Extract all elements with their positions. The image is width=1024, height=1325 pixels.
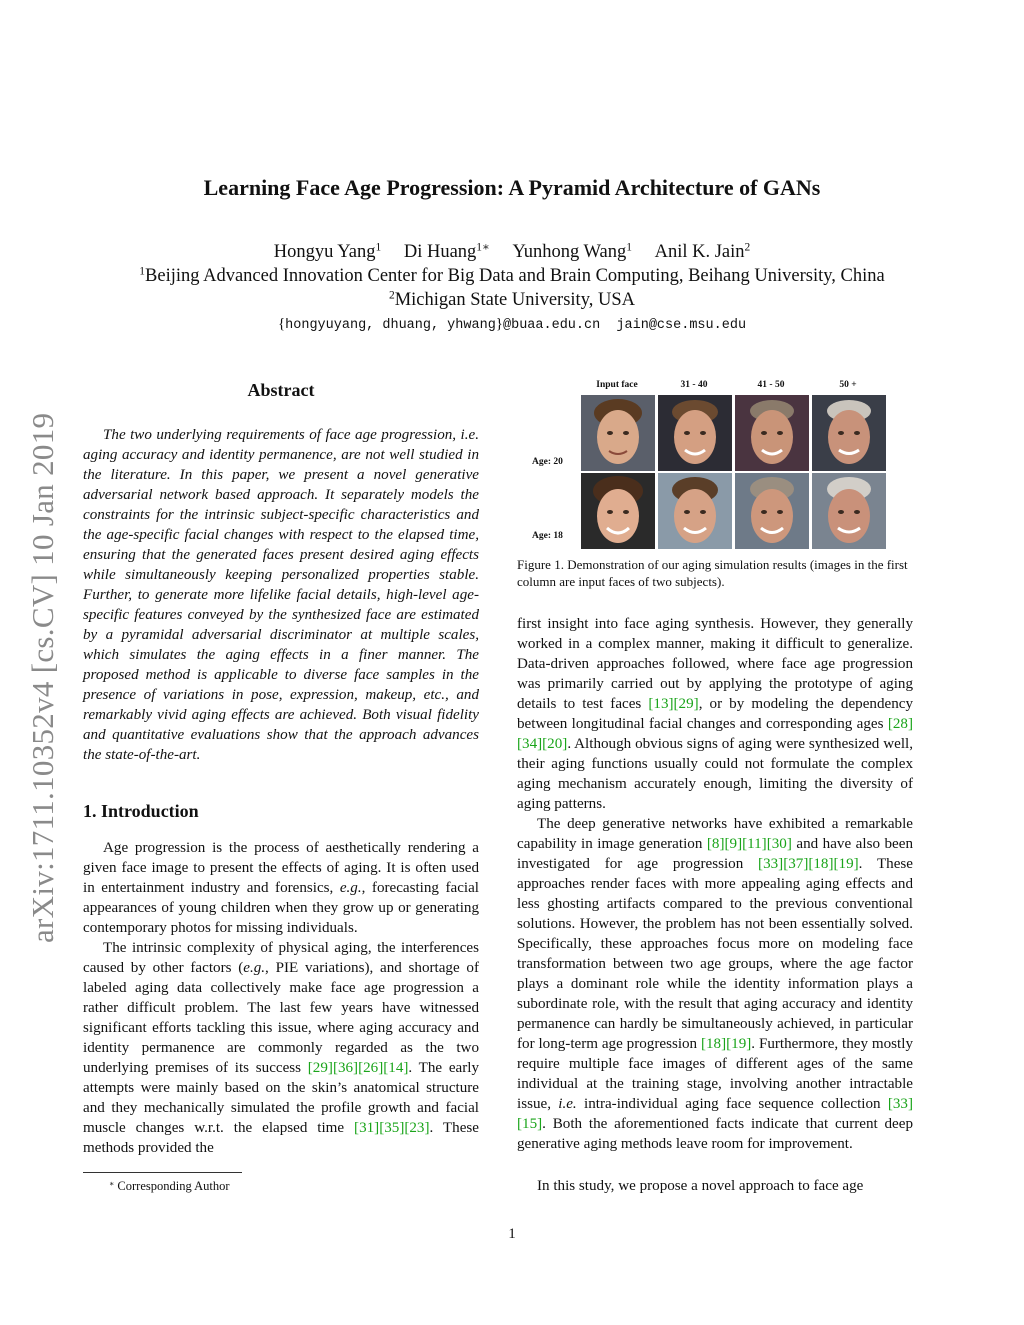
figure-column-header: 41 - 50 <box>757 380 785 390</box>
citation-link[interactable]: [37] <box>783 856 809 872</box>
intro-paragraph: The intrinsic complexity of physical aging, the interferences caused by other factors (e.g., PIE variations), and shortage of labeled aging data collectively make face age progression a rather difficult problem. The last few years have witnessed significant efforts tackling this issue, where aging accuracy and identity permanence are commonly regarded as the two underlying premises of its success [29][36][26][14]. The early attempts were mainly based on the skin’s anatomical structure and they mechanically simulated the profile growth and facial muscle changes w.r.t. the elapsed time [31][35][23]. These methods provided the <box>83 940 479 1156</box>
citation-link[interactable]: [9] <box>724 836 743 852</box>
body-paragraph: The deep generative networks have exhibited a remarkable capability in image generation [8][9][11][30] and have also been investigated for age progression [33][37][18][19]. These approaches render faces with more appealing aging effects and less ghosting artifacts compared to the previous conventional solutions. However, the problem has not been essentially solved. Specifically, these approaches focus more on modeling face transformation between two age groups, where the age factor plays a dominant role while the identity information plays a subordinate role, with the result that aging accuracy and identity permanence can hardly be simultaneously achieved, in particular for long-term age progression [18][19]. Furthermore, they mostly require multiple face images of different ages of the same individual at the training stage, involving another intractable issue, i.e. intra-individual aging face sequence collection [33][15]. Both the aforementioned facts indicate that current deep generative aging methods leave room for improvement. <box>517 816 913 1152</box>
citation-link[interactable]: [30] <box>766 836 792 852</box>
figure-row-label: Age: 20 <box>532 457 563 467</box>
abstract-heading: Abstract <box>247 380 315 400</box>
author: Di Huang$^{1∗}$ <box>403 241 490 262</box>
citation-link[interactable]: [15] <box>517 1116 543 1132</box>
citation-link[interactable]: [18] <box>700 1036 727 1052</box>
page-number: 1 <box>508 1226 516 1242</box>
intro-paragraph: Age progression is the process of aesthetically rendering a given face image to present the effects of aging. It is often used in entertainment industry and forensics, e.g., forecasting facial appearances of young children when they grow up or generating contemporary photos for missing individuals. <box>83 840 479 936</box>
author: Hongyu Yang$^1$ <box>273 241 382 262</box>
abstract-body: The two underlying requirements of face age progression, i.e. aging accuracy and identity permanence, are not well studied in the literature. In this paper, we present a novel generative adversarial network based approach. It separately models the constraints for the intrinsic subject-specific characteristics and the age-specific facial changes with respect to the elapsed time, ensuring that the generated faces present desired aging effects while simultaneously keeping personalized properties stable. Further, to generate more lifelike facial details, high-level age-specific features conveyed by the synthesized face are estimated by a pyramidal adversarial discriminator at multiple scales, which simulates the aging effects in a finer manner. The proposed method is applicable to diverse face samples in the presence of variations in pose, expression, makeup, etc., and remarkably vivid aging effects are achieved. Both visual fidelity and quantitative evaluations show that the approach advances the state-of-the-art. <box>83 427 479 763</box>
citation-link[interactable]: [36] <box>332 1060 359 1076</box>
citation-link[interactable]: [11] <box>742 836 767 852</box>
citation-link[interactable]: [13] <box>648 696 674 712</box>
face-image <box>812 473 886 549</box>
figure-column-header: Input face <box>596 380 638 390</box>
footnote: ∗ Corresponding Author <box>109 1178 230 1193</box>
citation-link[interactable]: [14] <box>383 1060 409 1076</box>
face-image <box>581 395 655 471</box>
citation-link[interactable]: [19] <box>833 856 859 872</box>
citation-link[interactable]: [29] <box>307 1060 333 1076</box>
author: Anil K. Jain$^2$ <box>654 241 751 262</box>
affiliation: $^2$Michigan State University, USA <box>388 289 636 310</box>
citation-link[interactable]: [20] <box>542 736 568 752</box>
arxiv-stamp: arXiv:1711.10352v4 [cs.CV] 10 Jan 2019 <box>25 412 60 943</box>
author-emails: {hongyuyang, dhuang, yhwang}@buaa.edu.cn jain@cse.msu.edu <box>277 316 747 333</box>
body-paragraph: In this study, we propose a novel approach to face age <box>537 1178 864 1194</box>
face-image <box>658 395 732 471</box>
citation-link[interactable]: [35] <box>379 1120 405 1136</box>
citation-link[interactable]: [31] <box>354 1120 380 1136</box>
paper-title: Learning Face Age Progression: A Pyramid Architecture of GANs <box>203 175 821 200</box>
face-image <box>581 473 655 549</box>
face-image <box>735 395 809 471</box>
face-image <box>812 395 886 471</box>
face-image <box>735 473 809 549</box>
body-paragraph: first insight into face aging synthesis. However, they generally worked in a complex manner, making it difficult to generalize. Data-driven approaches followed, where face age progression was primarily carried out by applying the prototype of aging details to test faces [13][29], or by modeling the dependency between longitudinal facial changes and corresponding ages [28][34][20]. Although obvious signs of aging were synthesized well, their aging functions usually could not formulate the complex aging mechanism accurately enough, limiting the diversity of aging patterns. <box>517 616 913 812</box>
citation-link[interactable]: [26] <box>358 1060 384 1076</box>
face-image <box>658 473 732 549</box>
figure-caption: Figure 1. Demonstration of our aging simulation results (images in the first column are input faces of two subjects). <box>517 557 908 589</box>
citation-link[interactable]: [33] <box>887 1096 913 1112</box>
citation-link[interactable]: [19] <box>726 1036 752 1052</box>
citation-link[interactable]: [34] <box>517 736 543 752</box>
author: Yunhong Wang$^1$ <box>512 241 632 262</box>
figure-row-label: Age: 18 <box>532 531 563 541</box>
figure-column-header: 50 + <box>839 380 857 390</box>
citation-link[interactable]: [29] <box>673 696 699 712</box>
citation-link[interactable]: [33] <box>758 856 784 872</box>
section-heading-introduction: 1. Introduction <box>83 801 199 821</box>
author-list <box>0 240 1024 264</box>
footnote-rule <box>83 1172 242 1173</box>
affiliation: $^1$Beijing Advanced Innovation Center for Big Data and Brain Computing, Beihang University, China <box>139 265 885 286</box>
figure-column-header: 31 - 40 <box>680 380 708 390</box>
citation-link[interactable]: [18] <box>808 856 834 872</box>
citation-link[interactable]: [28] <box>887 716 913 732</box>
citation-link[interactable]: [23] <box>404 1120 430 1136</box>
citation-link[interactable]: [8] <box>706 836 725 852</box>
